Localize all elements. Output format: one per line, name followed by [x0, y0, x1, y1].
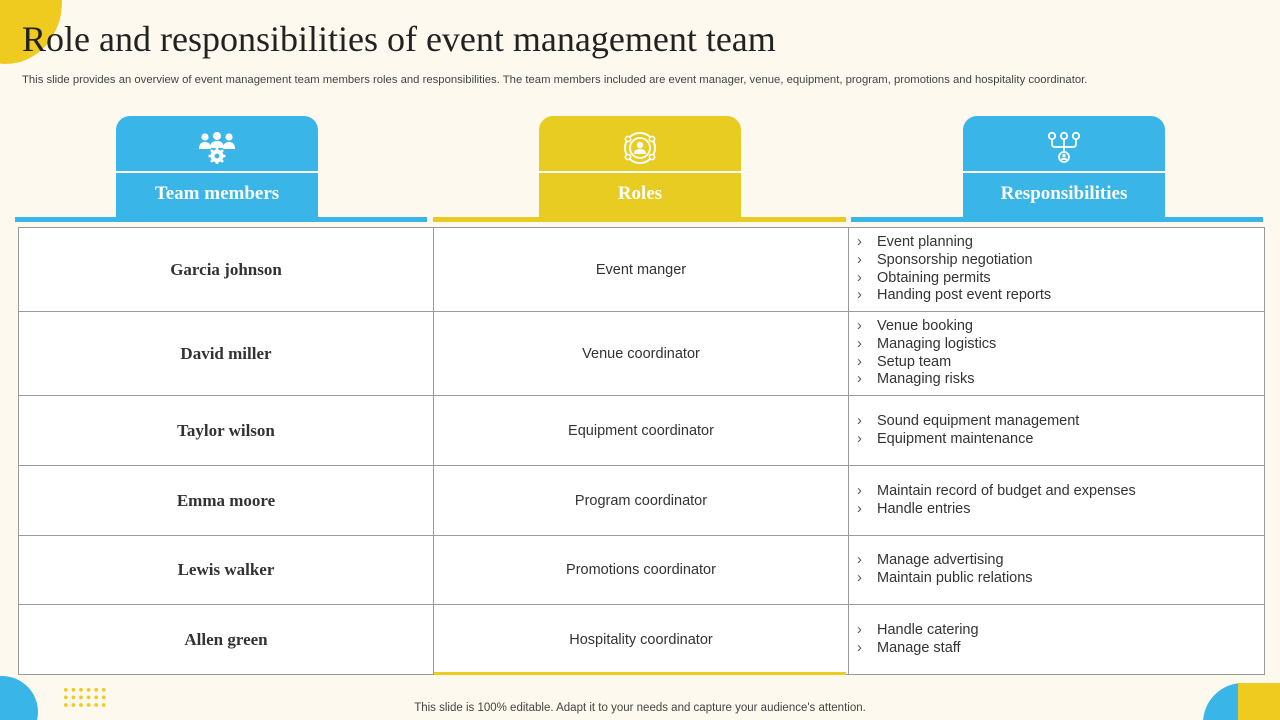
chevron-right-icon: › — [857, 234, 862, 251]
member-role: Program coordinator — [434, 466, 849, 536]
responsibility-text: Maintain public relations — [877, 570, 1033, 586]
member-role: Equipment coordinator — [434, 396, 849, 466]
responsibility-text: Venue booking — [877, 318, 973, 335]
header-divider — [539, 171, 741, 173]
table-row — [19, 396, 1265, 466]
responsibilities-cell — [849, 228, 1265, 312]
header-label-team-members: Team members — [154, 183, 280, 204]
responsibility-text: Managing logistics — [877, 335, 997, 352]
responsibility-item — [857, 252, 1264, 270]
member-name: Taylor wilson — [19, 396, 434, 466]
responsibility-text: Manage advertising — [877, 552, 1004, 569]
header-divider — [963, 171, 1165, 173]
responsibility-list — [857, 234, 1264, 304]
chevron-right-icon: › — [857, 318, 862, 335]
header-label-responsibilities: Responsibilities — [1000, 183, 1128, 204]
header-responsibilities — [963, 116, 1165, 220]
member-name: Allen green — [19, 605, 434, 675]
responsibility-text: Equipment maintenance — [877, 430, 1034, 447]
chevron-right-icon: › — [857, 287, 862, 304]
header-team-members — [116, 116, 318, 220]
responsibilities-cell — [849, 536, 1265, 605]
responsibility-text: Manage staff — [877, 639, 961, 656]
table-row — [19, 466, 1265, 536]
chevron-right-icon: › — [857, 570, 862, 586]
chevron-right-icon: › — [857, 251, 862, 268]
member-role: Promotions coordinator — [434, 536, 849, 605]
table-row — [19, 605, 1265, 675]
member-name: Garcia johnson — [19, 228, 434, 312]
responsibility-text: Sponsorship negotiation — [877, 251, 1033, 268]
responsibility-item — [857, 413, 1264, 431]
responsibility-list — [857, 318, 1264, 388]
responsibility-item — [857, 622, 1264, 640]
chevron-right-icon: › — [857, 621, 862, 638]
table-row — [19, 228, 1265, 312]
header-underline-responsibilities — [851, 217, 1263, 222]
header-underline-roles — [433, 217, 846, 222]
responsibility-item — [857, 354, 1264, 372]
responsibility-text: Obtaining permits — [877, 269, 991, 286]
member-name: David miller — [19, 312, 434, 396]
responsibility-item — [857, 287, 1264, 305]
responsibility-item — [857, 431, 1264, 449]
chevron-right-icon: › — [857, 639, 862, 656]
responsibilities-table — [18, 227, 1265, 675]
table-bottom-accent — [434, 672, 846, 675]
chevron-right-icon: › — [857, 353, 862, 370]
responsibility-text: Handing post event reports — [877, 287, 1052, 304]
responsibility-item — [857, 483, 1264, 501]
header-roles — [539, 116, 741, 220]
responsibility-list — [857, 552, 1264, 587]
chevron-right-icon: › — [857, 430, 862, 447]
chevron-right-icon: › — [857, 269, 862, 286]
responsibility-text: Sound equipment management — [877, 412, 1080, 429]
member-role: Venue coordinator — [434, 312, 849, 396]
responsibility-text: Maintain record of budget and expenses — [877, 482, 1136, 499]
slide-title: Role and responsibilities of event management team — [22, 19, 776, 59]
responsibility-item — [857, 371, 1264, 389]
responsibility-item — [857, 234, 1264, 252]
chevron-right-icon: › — [857, 482, 862, 499]
responsibility-list — [857, 622, 1264, 657]
team-settings-icon — [116, 128, 318, 168]
header-label-roles: Roles — [617, 183, 663, 204]
responsibility-text: Setup team — [877, 353, 952, 370]
responsibilities-cell — [849, 605, 1265, 675]
responsibility-text: Event planning — [877, 234, 973, 251]
responsibility-item — [857, 270, 1264, 288]
responsibility-list — [857, 413, 1264, 448]
member-role: Hospitality coordinator — [434, 605, 849, 675]
responsibility-list — [857, 483, 1264, 518]
chevron-right-icon: › — [857, 335, 862, 352]
footer-note: This slide is 100% editable. Adapt it to your needs and capture your audience's attention. — [414, 702, 866, 714]
responsibility-item — [857, 336, 1264, 354]
chevron-right-icon: › — [857, 552, 862, 569]
responsibilities-cell — [849, 312, 1265, 396]
target-user-icon — [539, 128, 741, 168]
header-divider — [116, 171, 318, 173]
slide-subtitle: This slide provides an overview of event management team members roles and responsibilities. The team members included are event manager, venue, equipment, program, promotions and hospitality coordinator. — [22, 74, 1088, 86]
responsibility-item — [857, 640, 1264, 658]
member-name: Lewis walker — [19, 536, 434, 605]
chevron-right-icon: › — [857, 500, 862, 517]
member-name: Emma moore — [19, 466, 434, 536]
responsibility-item — [857, 552, 1264, 570]
chevron-right-icon: › — [857, 371, 862, 388]
hierarchy-icon — [963, 128, 1165, 168]
responsibilities-cell — [849, 396, 1265, 466]
responsibility-text: Handle entries — [877, 500, 971, 517]
header-underline-team-members — [15, 217, 427, 222]
responsibility-text: Handle catering — [877, 621, 979, 638]
responsibility-text: Managing risks — [877, 371, 975, 388]
responsibility-item — [857, 318, 1264, 336]
member-role: Event manger — [434, 228, 849, 312]
chevron-right-icon: › — [857, 412, 862, 429]
table-row — [19, 312, 1265, 396]
responsibility-item — [857, 570, 1264, 588]
table-body — [19, 228, 1265, 675]
table-row — [19, 536, 1265, 605]
responsibility-item — [857, 501, 1264, 519]
responsibilities-cell — [849, 466, 1265, 536]
